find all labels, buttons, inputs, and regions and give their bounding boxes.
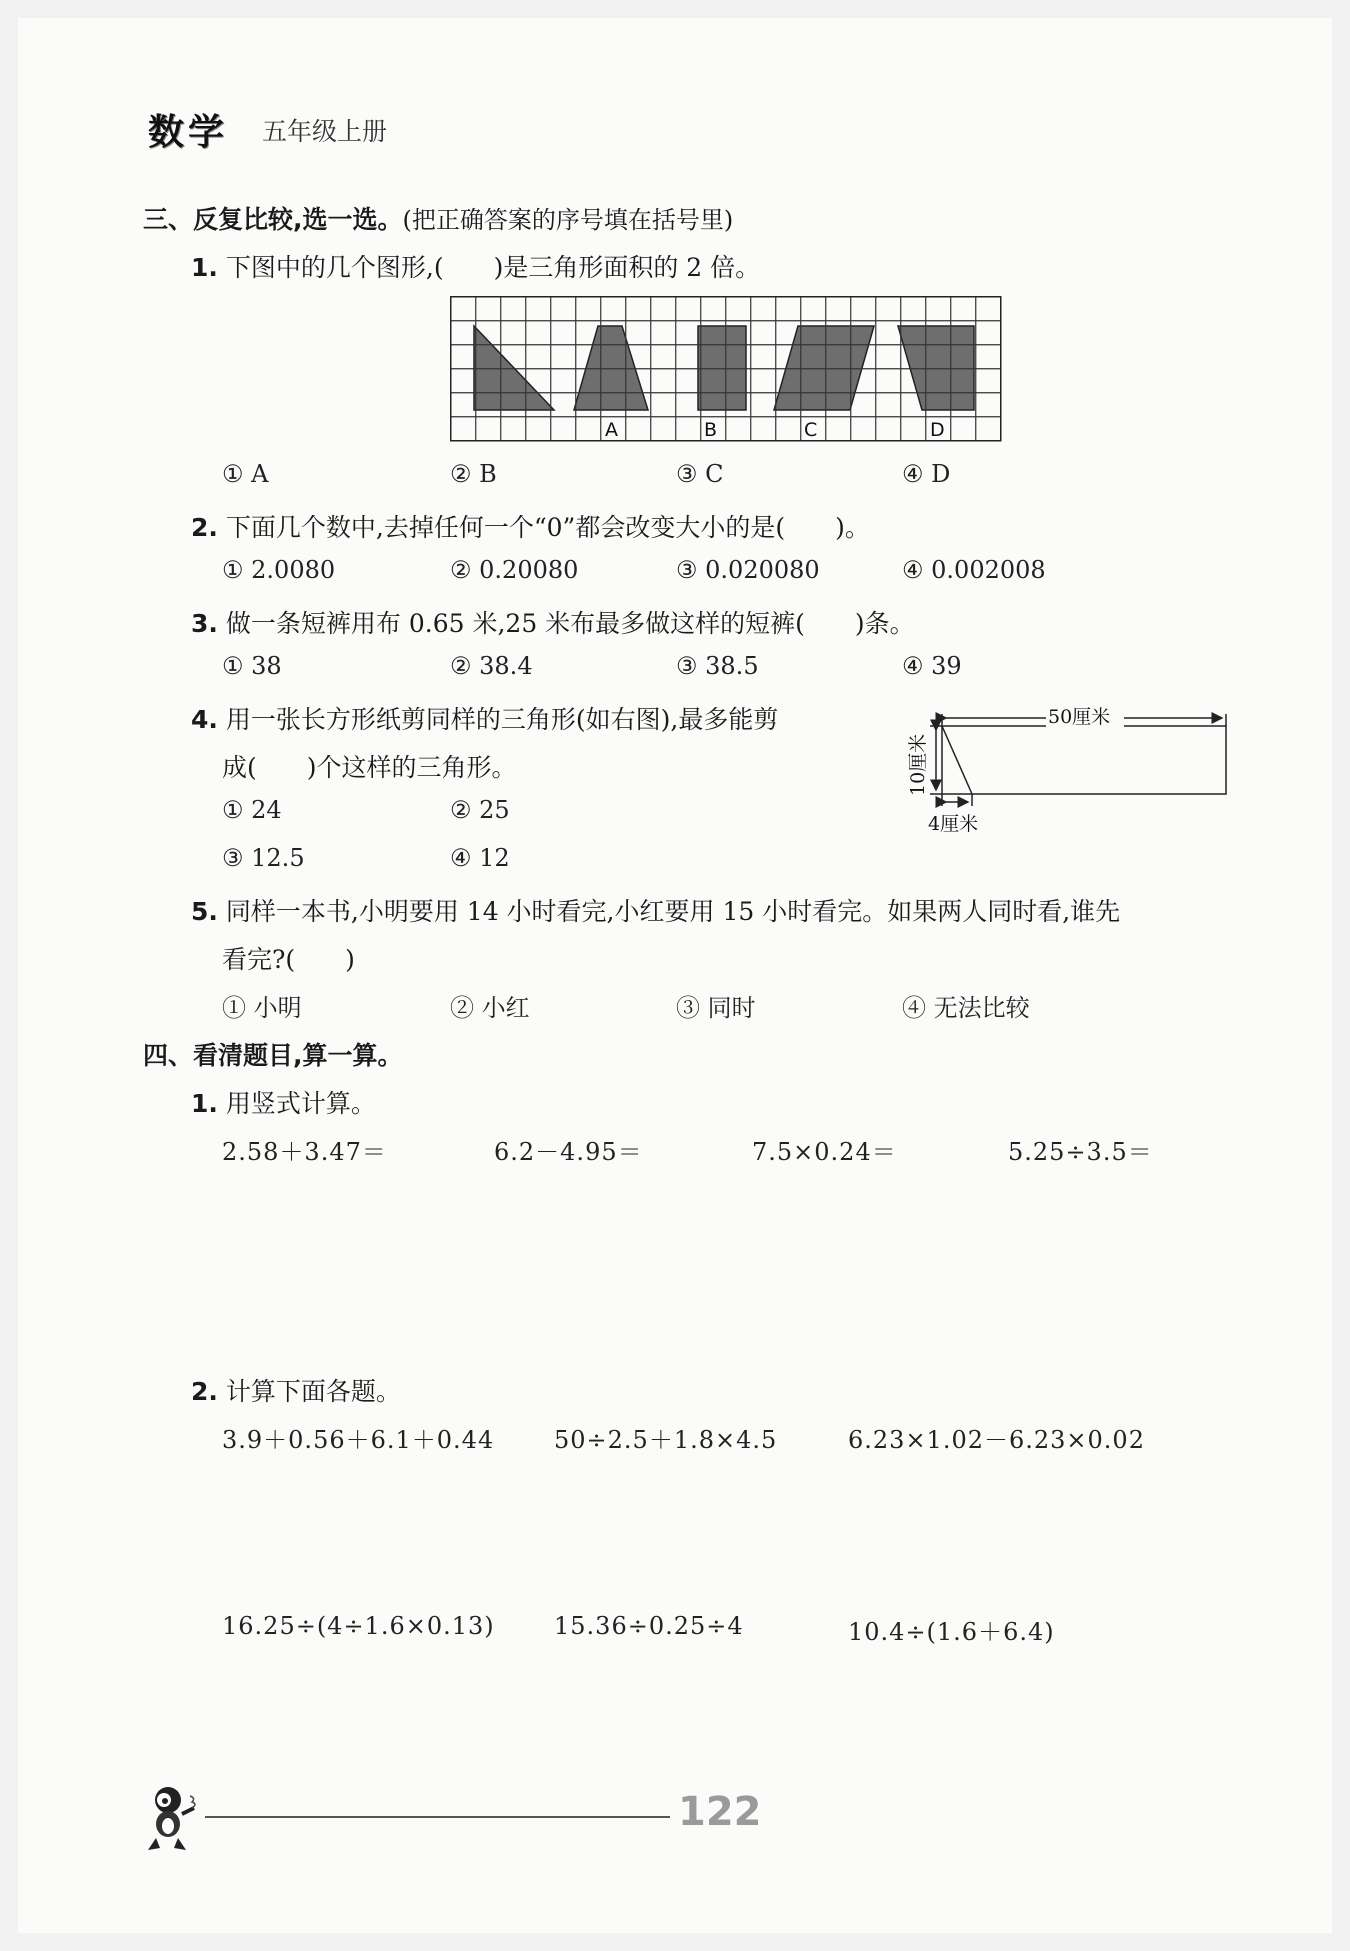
triangle-shape (474, 326, 554, 410)
shapes-grid-figure (450, 296, 1002, 442)
section-3-heading: 三、反复比较,选一选。 (143, 205, 403, 234)
shape-label-c: C (804, 419, 818, 441)
question-number: 2. (191, 1377, 218, 1406)
problem-1 (191, 1084, 376, 1120)
question-1 (191, 248, 760, 284)
grid-shapes (474, 326, 974, 410)
shape-b-rectangle (698, 326, 746, 410)
paper-rectangle (942, 726, 1226, 794)
q4-option-1[interactable]: ① 24 (222, 796, 282, 824)
page-number: 122 (678, 1789, 762, 1835)
section-4-title: 四、看清题目,算一算。 (143, 1041, 403, 1070)
question-number: 3. (191, 609, 218, 638)
rectangle-paper-figure (896, 700, 1236, 840)
vertical-calc-3: 7.5×0.24＝ (752, 1138, 897, 1166)
length-label: 50厘米 (1048, 706, 1111, 728)
q5-option-2[interactable]: ② 小红 (450, 994, 530, 1022)
subject-logo: 数学 (148, 112, 229, 153)
section-3-title (143, 200, 733, 236)
section-3-note: (把正确答案的序号填在括号里) (402, 206, 734, 234)
footer-rule (205, 1816, 670, 1818)
vertical-calc-1: 2.58＋3.47＝ (222, 1138, 387, 1166)
question-text: 用竖式计算。 (225, 1089, 376, 1118)
q1-option-3[interactable]: ③ C (676, 460, 724, 488)
q3-option-3[interactable]: ③ 38.5 (676, 652, 759, 680)
q1-option-1[interactable]: ① A (222, 460, 269, 488)
base-label: 4厘米 (928, 813, 979, 835)
shape-a-trapezoid (574, 326, 648, 410)
cut-line (942, 726, 972, 794)
question-4-line-2: 成( )个这样的三角形。 (222, 753, 517, 782)
shape-label-b: B (704, 419, 718, 441)
question-text: 同样一本书,小明要用 14 小时看完,小红要用 15 小时看完。如果两人同时看,谁先 (225, 897, 1121, 926)
question-4 (191, 700, 778, 736)
question-3 (191, 604, 915, 640)
question-text: 计算下面各题。 (225, 1377, 401, 1406)
q4-option-4[interactable]: ④ 12 (450, 844, 510, 872)
question-2 (191, 508, 870, 544)
calc-expression: 16.25÷(4÷1.6×0.13) (222, 1612, 495, 1640)
problem-2 (191, 1372, 401, 1408)
question-text: 下面几个数中,去掉任何一个“0”都会改变大小的是( )。 (225, 513, 870, 542)
question-5 (191, 892, 1120, 928)
vertical-calc-2: 6.2－4.95＝ (494, 1138, 643, 1166)
question-number: 1. (191, 1089, 218, 1118)
question-5-line-2: 看完?( ) (222, 945, 355, 974)
shape-d-trapezoid (898, 326, 974, 410)
question-number: 4. (191, 705, 218, 734)
cartoon-mascot-icon (138, 1782, 202, 1854)
q2-option-1[interactable]: ① 2.0080 (222, 556, 336, 584)
question-number: 5. (191, 897, 218, 926)
q5-option-1[interactable]: ① 小明 (222, 994, 302, 1022)
grid-lines (450, 296, 1001, 441)
calc-expression: 10.4÷(1.6＋6.4) (848, 1618, 1055, 1646)
q4-option-2[interactable]: ② 25 (450, 796, 510, 824)
q2-option-4[interactable]: ④ 0.002008 (902, 556, 1046, 584)
question-text: 做一条短裤用布 0.65 米,25 米布最多做这样的短裤( )条。 (225, 609, 915, 638)
calc-expression: 3.9＋0.56＋6.1＋0.44 (222, 1426, 495, 1454)
calc-expression: 6.23×1.02－6.23×0.02 (848, 1426, 1145, 1454)
q1-option-4[interactable]: ④ D (902, 460, 951, 488)
q2-option-2[interactable]: ② 0.20080 (450, 556, 579, 584)
q1-option-2[interactable]: ② B (450, 460, 497, 488)
q3-option-2[interactable]: ② 38.4 (450, 652, 533, 680)
shape-label-d: D (930, 419, 945, 441)
q5-option-3[interactable]: ③ 同时 (676, 994, 756, 1022)
question-number: 1. (191, 253, 218, 282)
q5-option-4[interactable]: ④ 无法比较 (902, 994, 1030, 1022)
calc-expression: 15.36÷0.25÷4 (554, 1612, 744, 1640)
height-label: 10厘米 (907, 733, 929, 796)
q4-option-3[interactable]: ③ 12.5 (222, 844, 305, 872)
q3-option-1[interactable]: ① 38 (222, 652, 282, 680)
shape-label-a: A (605, 419, 618, 441)
question-text: 用一张长方形纸剪同样的三角形(如右图),最多能剪 (225, 705, 779, 734)
q2-option-3[interactable]: ③ 0.020080 (676, 556, 820, 584)
shape-c-parallelogram (774, 326, 874, 410)
calc-expression: 50÷2.5＋1.8×4.5 (554, 1426, 778, 1454)
vertical-calc-4: 5.25÷3.5＝ (1008, 1138, 1153, 1166)
question-text: 下图中的几个图形,( )是三角形面积的 2 倍。 (225, 253, 761, 282)
question-number: 2. (191, 513, 218, 542)
q3-option-4[interactable]: ④ 39 (902, 652, 962, 680)
grade-label: 五年级上册 (262, 117, 388, 146)
